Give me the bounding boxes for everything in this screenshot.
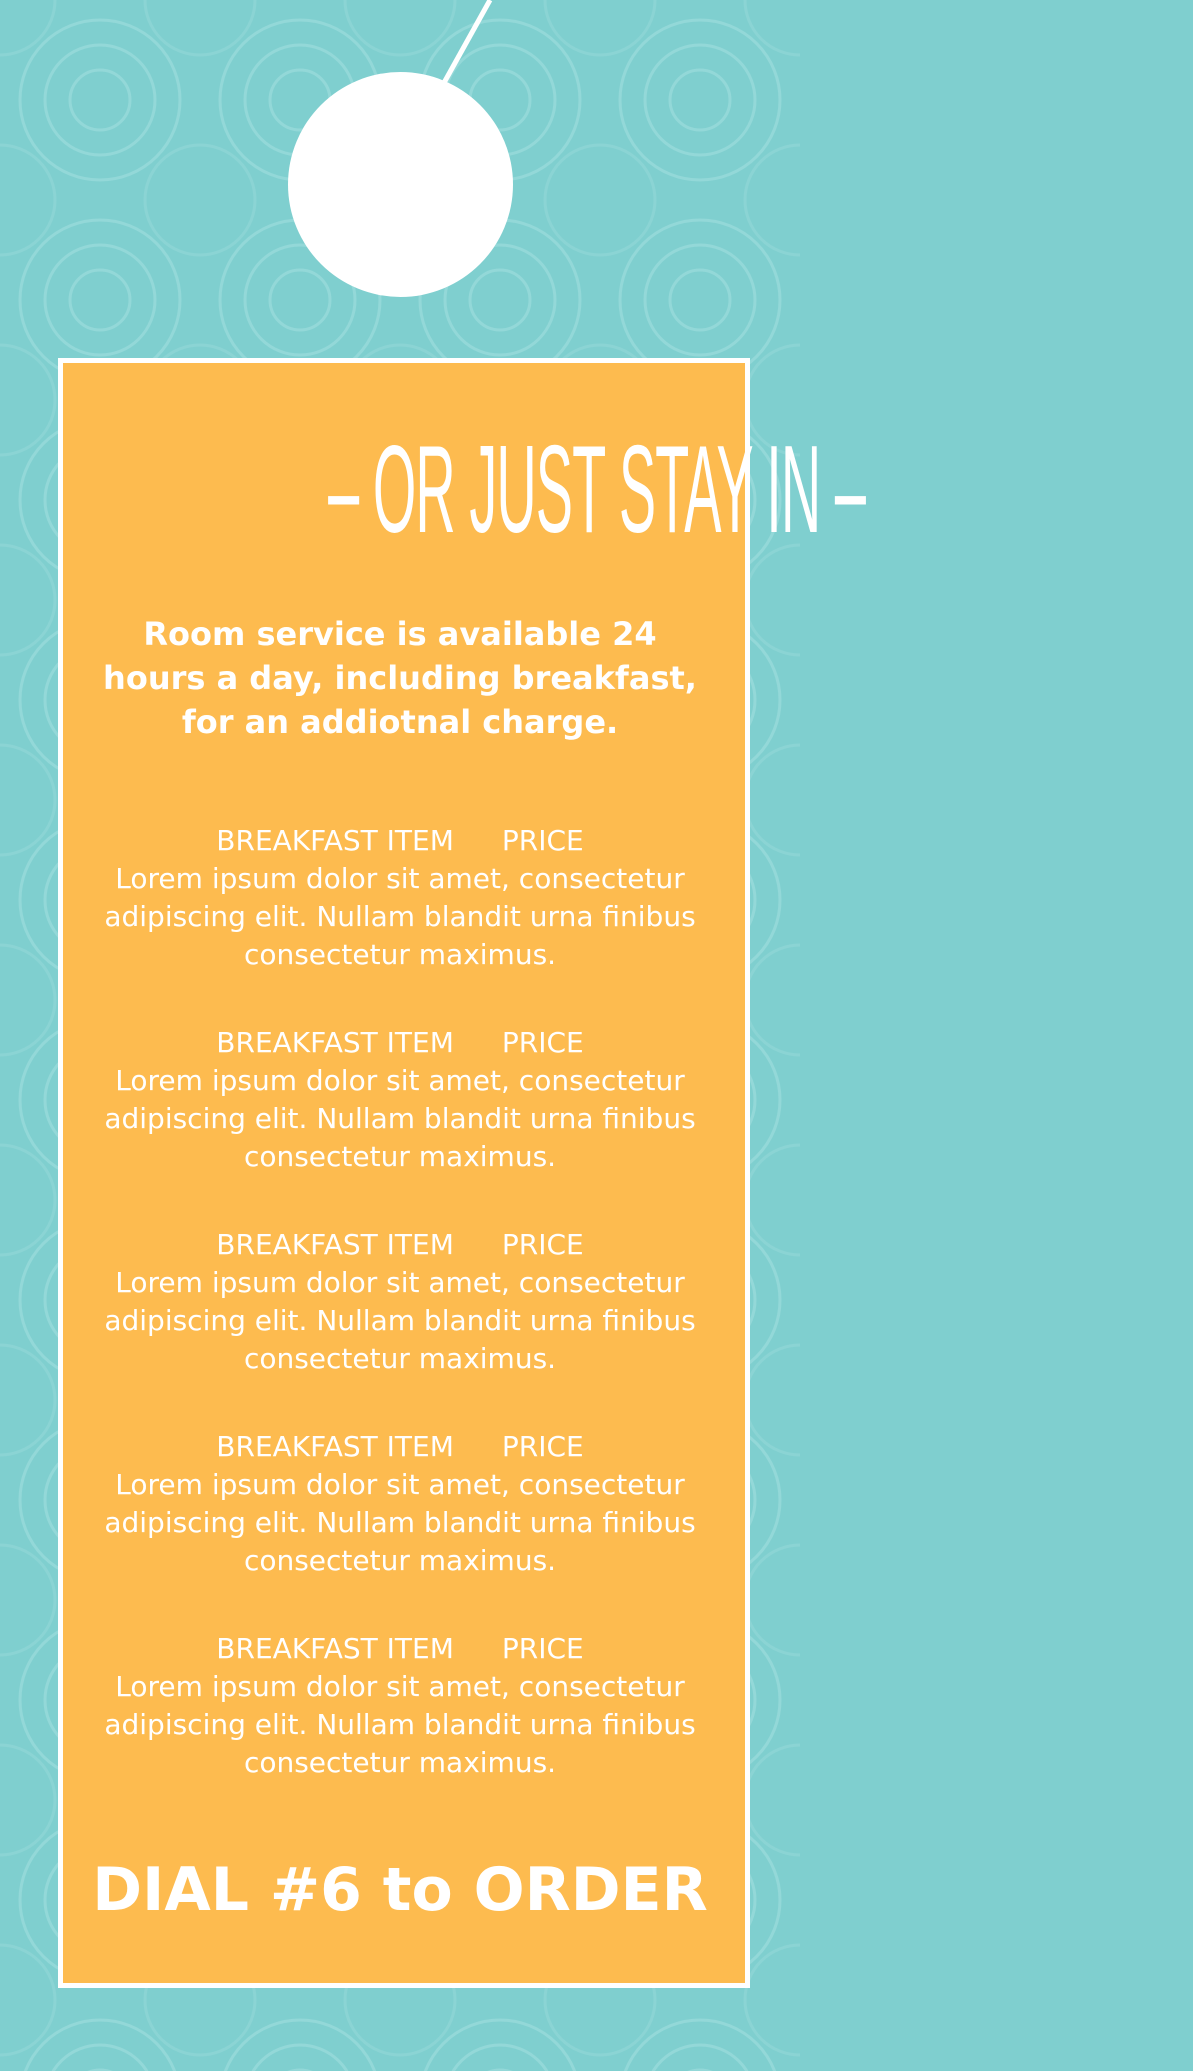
item-price: PRICE xyxy=(501,1228,584,1261)
item-description: Lorem ipsum dolor sit amet, consectetur adipiscing elit. Nullam blandit urna finibus consectetur maximus. xyxy=(104,1468,696,1577)
item-description: Lorem ipsum dolor sit amet, consectetur adipiscing elit. Nullam blandit urna finibus consectetur maximus. xyxy=(104,1670,696,1779)
item-name: BREAKFAST ITEM xyxy=(216,1026,454,1059)
item-name: BREAKFAST ITEM xyxy=(216,1430,454,1463)
menu-item xyxy=(90,1428,710,1580)
menu-item xyxy=(90,1226,710,1378)
room-service-intro: Room service is available 24 hours a day, including breakfast, for an addiotnal charge. xyxy=(103,615,697,741)
dial-to-order: DIAL #6 to ORDER xyxy=(92,1855,708,1925)
item-name: BREAKFAST ITEM xyxy=(216,1632,454,1665)
menu-item xyxy=(90,1024,710,1176)
headline-text: – OR JUST STAY IN – xyxy=(328,421,866,559)
menu-item xyxy=(90,1630,710,1782)
menu-item xyxy=(90,822,710,974)
item-price: PRICE xyxy=(501,1430,584,1463)
item-price: PRICE xyxy=(501,1632,584,1665)
item-price: PRICE xyxy=(501,1026,584,1059)
hanger-hole xyxy=(288,72,513,297)
item-price: PRICE xyxy=(501,824,584,857)
item-description: Lorem ipsum dolor sit amet, consectetur adipiscing elit. Nullam blandit urna finibus consectetur maximus. xyxy=(104,1266,696,1375)
item-name: BREAKFAST ITEM xyxy=(216,1228,454,1261)
item-description: Lorem ipsum dolor sit amet, consectetur adipiscing elit. Nullam blandit urna finibus consectetur maximus. xyxy=(104,1064,696,1173)
headline xyxy=(0,420,866,560)
item-description: Lorem ipsum dolor sit amet, consectetur adipiscing elit. Nullam blandit urna finibus consectetur maximus. xyxy=(104,862,696,971)
item-name: BREAKFAST ITEM xyxy=(216,824,454,857)
breakfast-menu xyxy=(90,822,710,1832)
